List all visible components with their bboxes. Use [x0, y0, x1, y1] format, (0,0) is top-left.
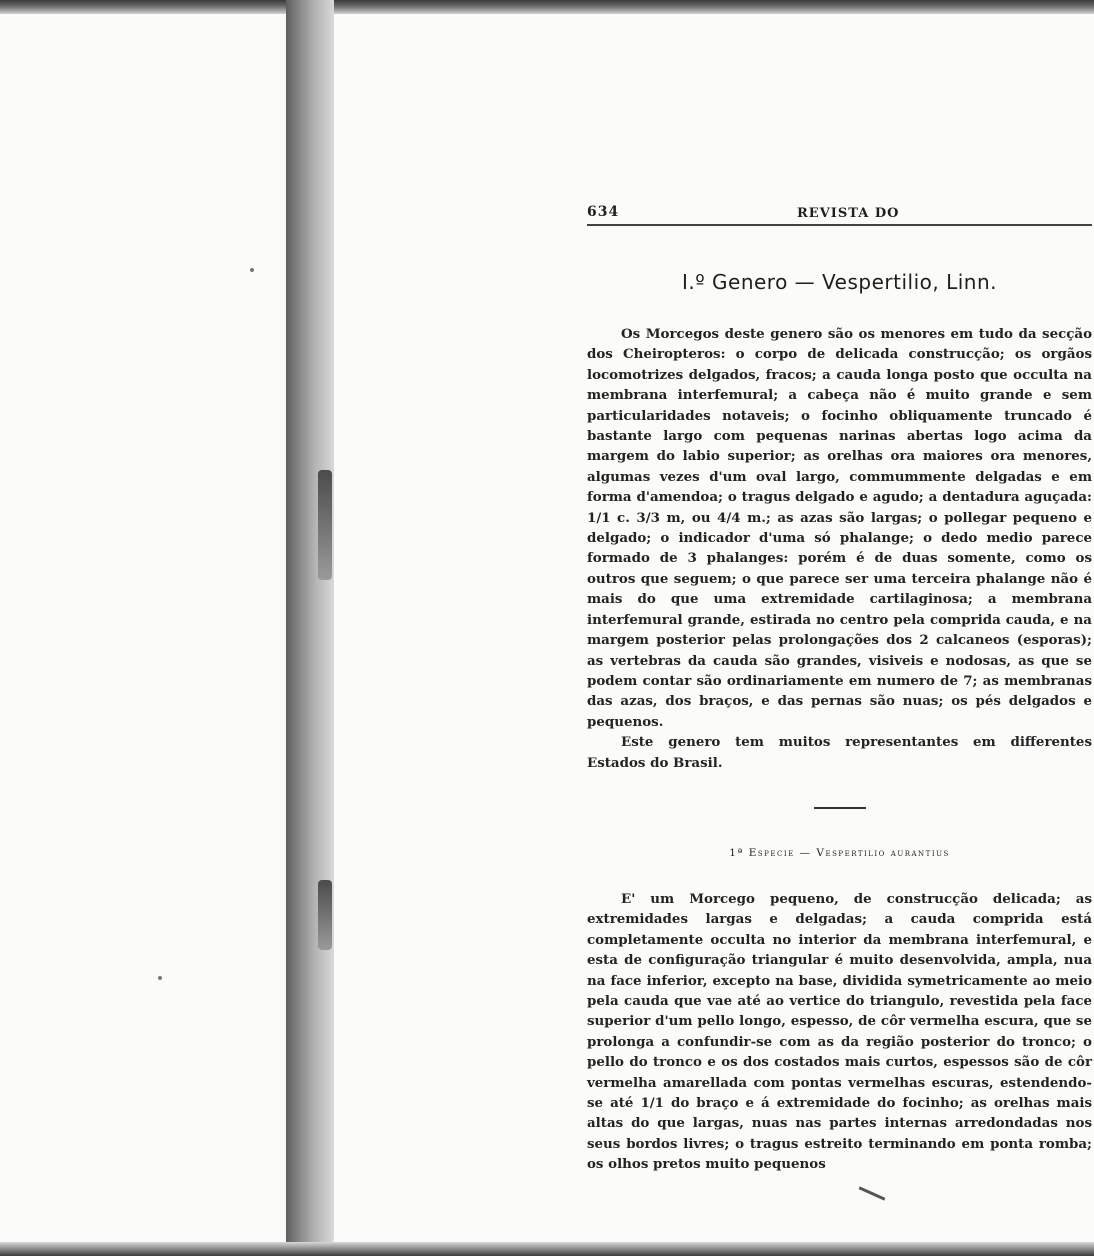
paper-speck — [250, 268, 254, 272]
spine-mark — [318, 880, 332, 950]
genus-description: Os Morcegos deste genero são os menores em tudo da secção dos Cheiropteros: o corpo de delicada construcção; os orgãos locomotrizes delgados, fracos; a cauda longa posto que occulta na membrana interfemural; a cabeça não é muito grande e sem particularidades notaveis; o focinho obliquamente truncado é bastante largo com pequenas narinas abertas logo acima da margem do labio superior; as orelhas ora maiores ora menores, algumas vezes d'um oval largo, commummente delgadas e em forma d'amendoa; o tragus delgado e agudo; a dentadura aguçada: 1/1 c. 3/3 m, ou 4/4 m.; as azas são largas; o pollegar pequeno e delgado; o indicador d'uma só phalange; o dedo medio parece formado de 3 phalanges: porém é de duas somente, como os outros que seguem; o que parece ser uma terceira phalange não é mais do que uma extremidade cartilaginosa; a membrana interfemural grande, estirada no centro pela comprida cauda, e na margem posterior pelas prolongações dos 2 calcaneos (esporas); as vertebras da cauda são grandes, visiveis e nodosas, as que se podem contar são ordinariamente em numero de 7; as membranas das azas, dos braços, e das pernas são nuas; os pés delgados e pequenos. — [587, 326, 1092, 730]
bottom-scan-border — [0, 1242, 1094, 1256]
running-head — [587, 196, 1092, 226]
genus-representatives: Este genero tem muitos representantes em differentes Estados do Brasil. — [587, 734, 1092, 771]
section-heading: I.º Genero — Vespertilio, Linn. — [681, 270, 997, 294]
paper-speck — [158, 976, 162, 980]
section-divider — [814, 807, 866, 809]
book-spine-shadow — [286, 0, 334, 1256]
pen-mark — [859, 1186, 886, 1200]
running-title: REVISTA DO — [797, 206, 900, 221]
species-description: E' um Morcego pequeno, de construcção delicada; as extremidades largas e delgadas; a cauda comprida está completamente occulta no interior da membrana interfemural, e esta de configuração triangular é muito desenvolvida, ampla, nua na face inferior, excepto na base, dividida symetricamente ao meio pela cauda que vae até ao vertice do triangulo, revestida pela face superior d'um pello longo, espesso, de côr vermelha escura, que se prolonga a confundir-se com as da região posterior do tronco; o pello do tronco e os dos costados mais curtos, espessos são de côr vermelha amarellada com pontas vermelhas escuras, estendendo-se até 1/1 do braço e á extremidade do focinho; as orelhas mais altas do que largas, nuas nas partes internas arredondadas nos seus bordos livres; o tragus estreito terminando em ponta romba; os olhos pretos muito pequenos — [587, 890, 1092, 1173]
species-heading: 1ª Especie — Vespertilio aurantius — [729, 846, 950, 859]
page-number: 634 — [587, 204, 620, 220]
book-page — [587, 196, 1092, 1175]
top-scan-border — [0, 0, 1094, 14]
spine-mark — [318, 470, 332, 580]
